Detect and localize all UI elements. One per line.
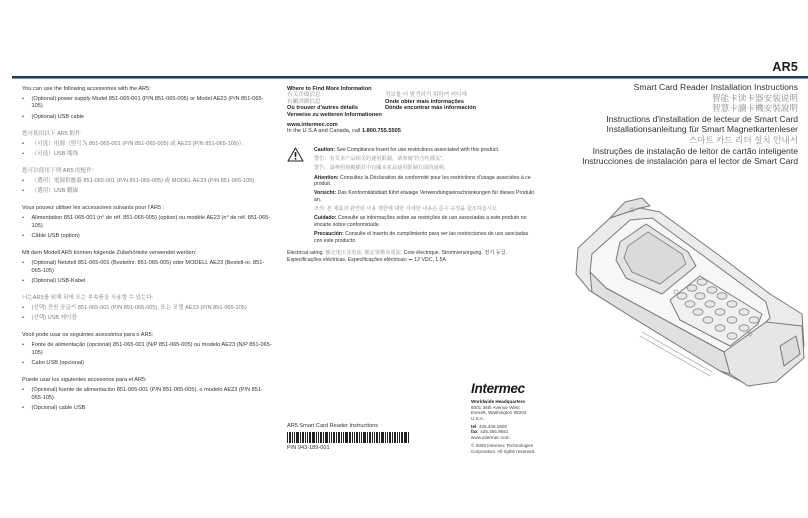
- hq-title: Worldwide Headquarters: [471, 399, 526, 404]
- accessories-column: [22, 86, 272, 422]
- title-en: Smart Card Reader Installation Instructions: [633, 82, 798, 92]
- barcode-icon: [287, 432, 415, 443]
- header-rule: [12, 76, 808, 79]
- phone-number: 1.800.755.5505: [361, 128, 401, 135]
- document-id: AR5: [772, 60, 798, 74]
- accessories-zh-tw: [22, 168, 272, 196]
- accessory-item: • （可选）电源（型号为 851-065-001 (P/N 851-065-005) 或 AE23 (P/N 851-065-105)）。: [22, 141, 272, 149]
- title-list: [518, 82, 798, 167]
- accessories-intro: 您可使用以下 AR5 附件: [22, 130, 81, 137]
- caution-es: Precaución: Consulte el inserto de cumplimiento para ver las restricciones de uso asociadas con este producto.: [314, 231, 529, 244]
- caution-pt: Cuidado: Consulte as informações sobre as restrições de uso associadas a este produto no encarte sobre conformidade.: [314, 215, 527, 228]
- accessories-en: [22, 86, 272, 121]
- accessory-item: • (선택) 전원 공급기 851-065-001 (P/N 851-065-005), 또는 모델 AE23 (P/N 851-065-105): [22, 305, 272, 313]
- intermec-logo: Intermec: [471, 381, 525, 396]
- find-info-zh-cn: 有关详细信息: [287, 92, 321, 99]
- caution-section: [287, 147, 537, 247]
- find-info-zh-tw: 有關詳細信息: [287, 98, 321, 105]
- accessory-item: • Alimentation 851-065-001 (n° de réf. 851-065-005) (option) ou modèle AE23 (n° de réf. 851-065-105): [22, 215, 272, 230]
- caution-fr: Attention: Consultez la Déclaration de conformité pour les restrictions d'usage associées à ce produit.: [314, 174, 531, 188]
- accessories-intro: 您可以使用下列 AR5 的配件：: [22, 168, 98, 175]
- accessories-intro: You can use the following accessories with the AR5:: [22, 86, 151, 92]
- accessory-item: • （選用）USB 纜線: [22, 188, 272, 196]
- accessory-item: • (Opcional) cable USB: [22, 405, 272, 413]
- accessories-es: [22, 377, 272, 412]
- accessory-item: • (Optional) Netzteil 851-065-001 (Bestellnr. 851-065-005) oder MODELL AE23 (Bestell-nr. 851-065-105): [22, 260, 272, 275]
- accessory-item: • (Optional) USB-Kabel: [22, 278, 272, 286]
- accessories-intro: Puede usar los siguientes accesorios para el AR5:: [22, 377, 147, 384]
- warning-triangle-icon: [287, 147, 304, 162]
- accessory-item: • （選用）電源供應器 851-065-001 (P/N 851-065-005) 或 MODEL AE23 (P/N 851-065-105): [22, 178, 272, 186]
- find-info-pt: Onde obter mais informações: [385, 98, 464, 105]
- barcode-block: [287, 423, 415, 451]
- caution-zh-cn: 警告：有关本产品相关的使用限制，请参阅“符合性插页”。: [314, 156, 448, 163]
- electrical-rating: Electrical rating. 额定电压及电流. 額定電壓及電流. Cote électrique. Stromversorgung. 전기 등급. Especificações eléctricas. Especificações eléctricas: ⎓ 12 VDC, 1.5A: [287, 250, 508, 263]
- accessories-ko: [22, 295, 272, 323]
- accessory-item: • Câble USB (option): [22, 233, 272, 241]
- find-info-ko: 정보를 더 발견하기 위하여 어디에: [385, 92, 467, 99]
- accessory-item: • Fonte de alimentação (opcional) 851-065-001 (N/P 851-065-005) ou modelo AE23 (N/P 851-065-105): [22, 342, 272, 357]
- find-info-section: [287, 86, 537, 135]
- tel-line: tel 425.348.2600: [471, 423, 508, 429]
- part-number: P/N 943-189-001: [287, 445, 330, 451]
- title-ko: 스마트 카드 리더 설치 안내서: [688, 134, 798, 145]
- accessories-de: [22, 250, 272, 285]
- phone-line: In the U.S.A and Canada, call 1.800.755.5505: [287, 128, 401, 135]
- website-link[interactable]: www.intermec.com: [287, 122, 338, 129]
- find-info-es: Dónde encontrar más información: [385, 105, 477, 112]
- accessories-intro: Vous pouvez utiliser les accessoires suivants pour l'AR5 :: [22, 205, 165, 212]
- fax-line: fax 425.355.9551: [471, 429, 509, 435]
- title-es: Instrucciones de instalación para el lector de Smart Card: [582, 156, 798, 167]
- find-info-de: Verweise zu weiteren Informationen: [287, 111, 382, 118]
- company-website[interactable]: www.intermec.com: [471, 435, 510, 441]
- title-de: Installationsanleitung für Smart Magnetkartenleser: [606, 124, 798, 135]
- accessory-item: • (Opcional) fuente de alimentación 851-065-001 (P/N 851-065-005), o modelo AE23 (P/N 851-065-105): [22, 387, 272, 402]
- accessory-item: • (선택) USB 케이블: [22, 315, 272, 323]
- find-info-heading: Where to Find More Information: [287, 86, 372, 92]
- accessories-zh-cn: [22, 131, 272, 159]
- accessories-intro: 너는AR5를 위해 뒤에 오는 부속품을 사용할 수 있는다:: [22, 295, 154, 302]
- caution-en: Caution: See Compliance Insert for use restrictions associated with this product.: [314, 147, 500, 153]
- find-info-fr: Où trouver d'autres détails: [287, 105, 358, 112]
- caution-ko: 조의: 본 제품과 관련된 사용 제한에 대한 자세한 내용은 준수 규정을 참조하십시오: [314, 206, 497, 213]
- accessory-item: • （可选）USB 缆线: [22, 151, 272, 159]
- caution-de: Vorsicht: Das Konformitätsblatt führt etwaige Verwendungseinschränkungen für dieses Produkt an.: [314, 190, 534, 203]
- handheld-device-illustration: [570, 196, 808, 392]
- title-zh-cn: 智能卡读卡器安装说明: [712, 92, 798, 103]
- title-zh-tw: 智慧卡讀卡機安裝說明: [712, 103, 798, 114]
- company-info: Intermec Worldwide Headquarters 6001 36th Avenue West Everett, Washington 98203 U.S.A. tel 425.348.2600 fax 425.355.9551 www.intermec.com © 2008 Intermec Technologies Corporation. All rights reserved.: [471, 382, 551, 454]
- accessories-intro: Mit dem Modell AR5 können folgende Zubehörteile verwendet werden:: [22, 250, 197, 257]
- accessory-item: • Cabo USB (opcional): [22, 360, 272, 368]
- accessories-fr: [22, 205, 272, 240]
- caution-zh-tw: 警告：請參照規範插頁中有關本產品使用限制方面的說明。: [314, 165, 449, 172]
- accessory-item: • (Optional) power supply Model 851-065-001 (P/N 851-065-005) or Model AE23 (P/N 851-065-105): [22, 96, 272, 111]
- accessories-pt: [22, 332, 272, 367]
- accessory-item: • (Optional) USB cable: [22, 114, 272, 122]
- title-pt: Instruções de instalação de leitor de cartão inteligente: [592, 145, 798, 156]
- barcode-title: AR5 Smart Card Reader Instructions: [287, 423, 379, 429]
- title-fr: Instructions d'installation de lecteur de Smart Card: [606, 113, 798, 124]
- accessories-intro: Você pode usar os seguintes acessórios para o AR5:: [22, 332, 154, 339]
